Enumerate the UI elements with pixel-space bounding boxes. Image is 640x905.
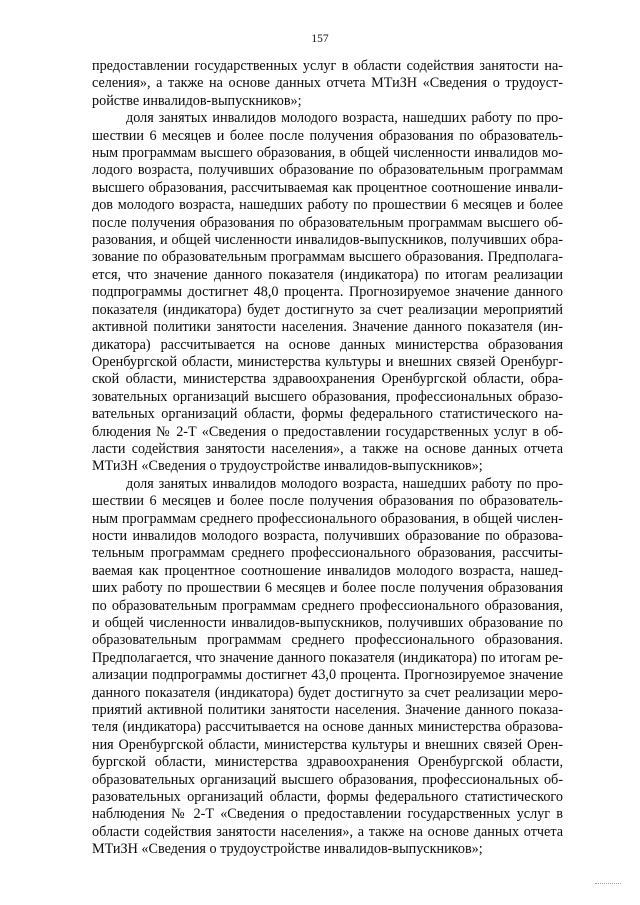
page-number: 157: [311, 33, 329, 45]
paragraph-continuation: предоставлении государственных услуг в области содействия занятости населения», а также на основе данных отчета МТиЗН «Сведения о трудоустройстве инвалидов-выпускников»;: [92, 58, 563, 109]
paragraph-vocational-education-indicator: доля занятых инвалидов молодого возраста, нашедших работу по прошествии 6 месяцев и более после получения образования по образовательным программам среднего профессионального образования, в общей численности инвалидов молодого возраста, получивших образование по образовательным программам среднего профессионального образования, рассчитываемая как процентное соотношение инвалидов молодого возраста, нашедших работу по прошествии 6 месяцев и более после получения образования по образовательным программам среднего профессионального образования, и общей численности инвалидов-выпускников, получивших образование по образовательным программам среднего профессионального образования. Предполагается, что значение данного показателя (индикатора) по итогам реализации подпрограммы достигнет 43,0 процента. Прогнозируемое значение данного показателя (индикатора) будет достигнуто за счет реализации мероприятий активной политики занятости населения. Значение данного показателя (индикатора) рассчитывается на основе данных министерства образования Оренбургской области, министерства культуры и внешних связей Оренбургской области, министерства здравоохранения Оренбургской области, образовательных организаций высшего образования, профессиональных образовательных организаций области, формы федерального статистического наблюдения № 2-Т «Сведения о предоставлении государственных услуг в области содействия занятости населения», а также на основе данных отчета МТиЗН «Сведения о трудоустройстве инвалидов-выпускников»;: [92, 475, 563, 858]
paragraph-higher-education-indicator: доля занятых инвалидов молодого возраста, нашедших работу по прошествии 6 месяцев и более после получения образования по образовательным программам высшего образования, в общей численности инвалидов молодого возраста, получивших образование по образовательным программам высшего образования, рассчитываемая как процентное соотношение инвалидов молодого возраста, нашедших работу по прошествии 6 месяцев и более после получения образования по образовательным программам высшего образования, и общей численности инвалидов-выпускников, получивших образование по образовательным программам высшего образования. Предполагается, что значение данного показателя (индикатора) по итогам реализации подпрограммы достигнет 48,0 процента. Прогнозируемое значение данного показателя (индикатора) будет достигнуто за счет реализации мероприятий активной политики занятости населения. Значение данного показателя (индикатора) рассчитывается на основе данных министерства образования Оренбургской области, министерства культуры и внешних связей Оренбургской области, министерства здравоохранения Оренбургской области, образовательных организаций высшего образования, профессиональных образовательных организаций области, формы федерального статистического наблюдения № 2-Т «Сведения о предоставлении государственных услуг в области содействия занятости населения», а также на основе данных отчета МТиЗН «Сведения о трудоустройстве инвалидов-выпускников»;: [92, 110, 563, 475]
body-text: [92, 58, 563, 859]
scan-artifact: [595, 883, 621, 886]
